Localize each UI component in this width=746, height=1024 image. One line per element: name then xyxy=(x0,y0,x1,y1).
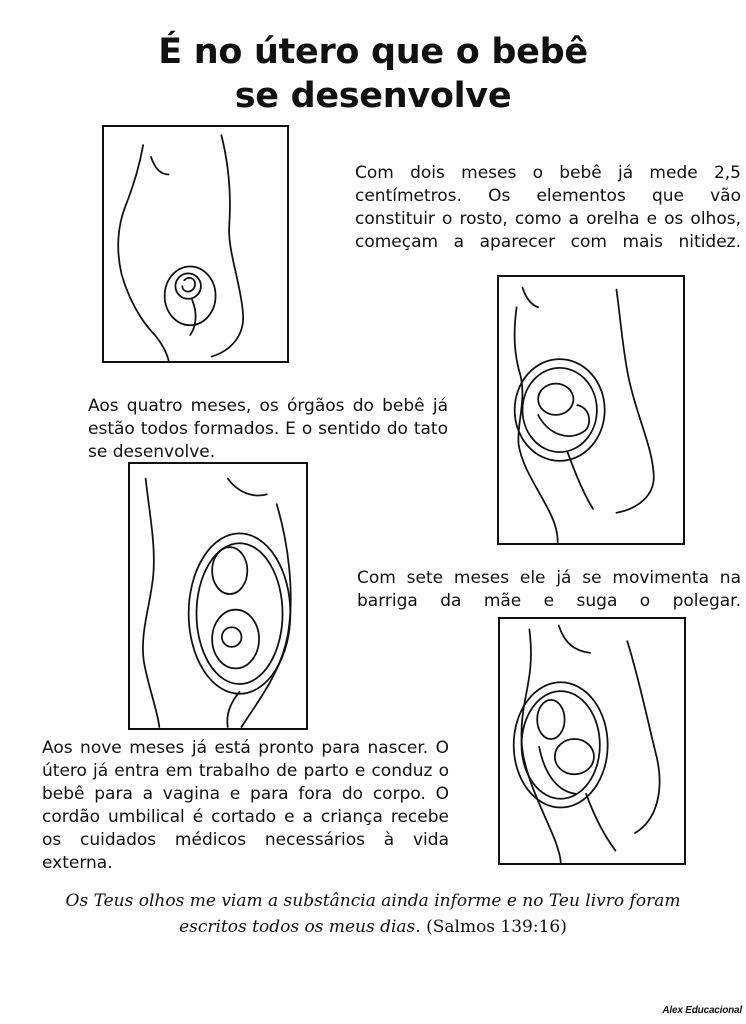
publisher-credit: Alex Educacional xyxy=(662,1005,742,1016)
stage-text-two-months: Com dois meses o bebê já mede 2,5 centímetros. Os elementos que vão constituir o rosto, como a orelha e os olhos, começam a aparecer com mais nitidez. xyxy=(355,163,741,252)
title-line-1: É no útero que o bebê xyxy=(158,32,588,72)
stage-text-seven-months: Com sete meses ele já se movimenta na barriga da mãe e suga o polegar. xyxy=(357,568,741,611)
pregnancy-nine-months-drawing xyxy=(500,619,684,863)
illustration-four-months xyxy=(497,275,685,545)
quote-text: Os Teus olhos me viam a substância ainda informe e no Teu livro foram escritos todos os meus dias. xyxy=(65,891,681,937)
page-title xyxy=(0,30,746,118)
pregnancy-four-months-drawing xyxy=(499,277,683,543)
stage-text-nine-months: Aos nove meses já está pronto para nascer. O útero já entra em trabalho de parto e conduz o bebê para a vagina e para fora do corpo. O cordão umbilical é cortado e a criança recebe os cuidados médicos necessários à vida externa. xyxy=(42,738,449,873)
pregnancy-two-months-drawing xyxy=(104,127,287,361)
illustration-seven-months xyxy=(128,462,308,730)
stage-text-four-months: Aos quatro meses, os órgãos do bebê já estão todos formados. E o sentido do tato se desenvolve. xyxy=(88,396,448,462)
illustration-two-months xyxy=(102,125,289,363)
title-line-2: se desenvolve xyxy=(234,76,512,116)
quote-reference: (Salmos 139:16) xyxy=(426,917,567,937)
pregnancy-seven-months-drawing xyxy=(130,464,306,728)
bible-quote xyxy=(40,888,706,940)
illustration-nine-months xyxy=(498,617,686,865)
